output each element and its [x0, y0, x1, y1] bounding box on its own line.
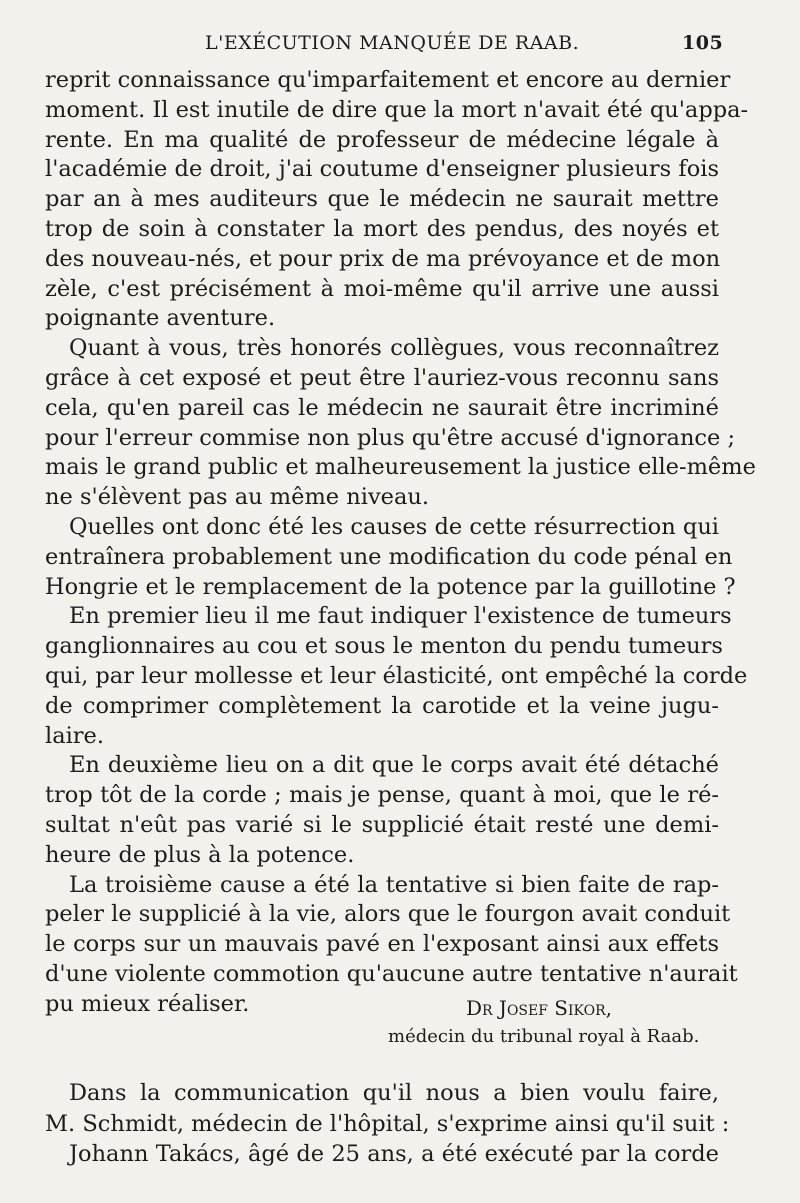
text-line: mais le grand public et malheureusement la justice elle-même — [45, 454, 756, 481]
text-line: reprit connaissance qu'imparfaitement et encore au dernier — [45, 67, 731, 93]
running-title: L'EXÉCUTION MANQUÉE DE RAAB. — [205, 32, 580, 54]
text-line: trop tôt de la corde ; mais je pense, quant à moi, que le ré- — [45, 782, 719, 809]
text-line: cela, qu'en pareil cas le médecin ne saurait être incriminé — [45, 394, 719, 421]
text-line: ganglionnaires au cou et sous le menton du pendu tumeurs — [45, 633, 723, 660]
text-line: ne s'élèvent pas au même niveau. — [45, 484, 430, 511]
text-line: qui, par leur mollesse et leur élasticité, ont empêché la corde — [45, 662, 748, 689]
text-line: heure de plus à la potence. — [45, 841, 355, 868]
signature-name: Dr Josef Sikor, — [466, 996, 613, 1020]
text-line: trop de soin à constater la mort des pendus, des noyés et — [45, 215, 719, 242]
text-line: pour l'erreur commise non plus qu'être accusé d'ignorance ; — [45, 424, 736, 451]
text-line: La troisième cause a été la tentative si bien faite de rap- — [69, 871, 719, 898]
closing-text — [45, 1078, 730, 1170]
text-line: En deuxième lieu on a dit que le corps avait été détaché — [69, 752, 719, 779]
text-line: Johann Takács, âgé de 25 ans, a été exécuté par la corde — [69, 1141, 719, 1167]
text-line: moment. Il est inutile de dire que la mort n'avait été qu'appa- — [45, 96, 749, 123]
text-line: Dans la communication qu'il nous a bien voulu faire, — [69, 1080, 719, 1106]
text-line: de comprimer complètement la carotide et la veine jugu- — [45, 692, 719, 719]
text-line: des nouveau-nés, et pour prix de ma prévoyance et de mon — [45, 245, 721, 272]
text-line: poignante aventure. — [45, 305, 276, 332]
text-line: M. Schmidt, médecin de l'hôpital, s'exprime ainsi qu'il suit : — [45, 1110, 730, 1137]
text-line: Hongrie et le remplacement de la potence par la guillotine ? — [45, 573, 736, 600]
text-line: laire. — [45, 722, 105, 749]
text-line: le corps sur un mauvais pavé en l'exposant ainsi aux effets — [45, 931, 719, 958]
text-line: Quant à vous, très honorés collègues, vous reconnaîtrez — [69, 335, 719, 362]
text-line: sultat n'eût pas varié si le supplicié était resté une demi- — [45, 811, 719, 838]
text-line: pu mieux réaliser. — [45, 990, 250, 1017]
signature-role: médecin du tribunal royal à Raab. — [388, 1026, 700, 1047]
text-line: peler le supplicié à la vie, alors que le fourgon avait conduit — [45, 901, 731, 928]
text-line: grâce à cet exposé et peut être l'auriez-vous reconnu sans — [45, 364, 719, 391]
text-line: l'académie de droit, j'ai coutume d'enseigner plusieurs fois — [45, 156, 719, 183]
text-line: En premier lieu il me faut indiquer l'existence de tumeurs — [69, 603, 732, 630]
running-header — [0, 32, 800, 60]
text-line: rente. En ma qualité de professeur de médecine légale à — [45, 126, 719, 153]
text-line: zèle, c'est précisément à moi-même qu'il arrive une aussi — [45, 275, 719, 302]
page-number: 105 — [682, 32, 724, 54]
text-line: d'une violente commotion qu'aucune autre tentative n'aurait — [45, 960, 738, 987]
text-line: par an à mes auditeurs que le médecin ne saurait mettre — [45, 186, 719, 213]
main-text — [45, 66, 756, 1020]
text-line: entraînera probablement une modification du code pénal en — [45, 543, 733, 570]
text-line: Quelles ont donc été les causes de cette résurrection qui — [69, 513, 719, 540]
